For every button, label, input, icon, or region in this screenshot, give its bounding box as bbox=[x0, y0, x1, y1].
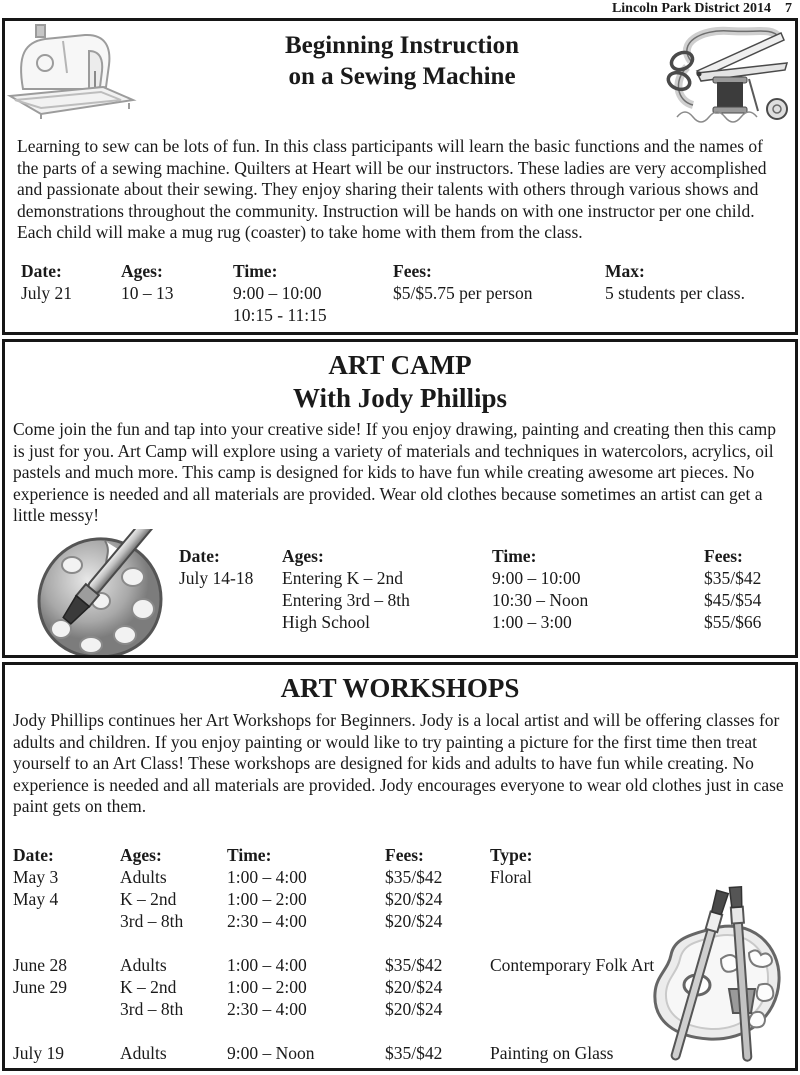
table-cell: Floral bbox=[490, 866, 532, 887]
art-workshops-section bbox=[2, 662, 798, 1071]
column-header-time: Time: bbox=[233, 260, 278, 281]
column-header-fees: Fees: bbox=[704, 545, 743, 566]
page-number: 7 bbox=[785, 1, 792, 16]
column-header-ages: Ages: bbox=[121, 260, 163, 281]
table-cell: 10:15 - 11:15 bbox=[233, 304, 327, 325]
column-header-ages: Ages: bbox=[282, 545, 324, 566]
paint-palette-brushes-icon bbox=[617, 877, 789, 1063]
table-cell: June 29 bbox=[13, 976, 67, 997]
table-cell: 3rd – 8th bbox=[120, 910, 184, 931]
sewing-machine-icon bbox=[5, 21, 141, 121]
table-cell: May 4 bbox=[13, 888, 59, 909]
fees-column bbox=[393, 260, 605, 326]
table-cell: 10:30 – Noon bbox=[492, 589, 589, 610]
table-cell: $20/$24 bbox=[385, 910, 443, 931]
table-cell: $35/$42 bbox=[385, 866, 443, 887]
table-cell: High School bbox=[282, 611, 370, 632]
table-cell: $35/$42 bbox=[385, 1042, 443, 1063]
table-cell bbox=[227, 932, 385, 954]
table-cell: June 28 bbox=[13, 954, 67, 975]
table-cell: July 14-18 bbox=[179, 567, 254, 588]
max-column bbox=[605, 260, 745, 326]
table-cell: $20/$24 bbox=[385, 976, 443, 997]
column-header-max: Max: bbox=[605, 260, 645, 281]
column-header-ages: Ages: bbox=[120, 844, 162, 865]
column-header-time: Time: bbox=[492, 545, 537, 566]
table-cell: $20/$24 bbox=[385, 888, 443, 909]
column-header-fees: Fees: bbox=[385, 844, 424, 865]
table-cell: Adults bbox=[120, 954, 167, 975]
art-camp-description: Come join the fun and tap into your creative side! If you enjoy drawing, painting and creating then this camp is just for you. Art Camp will explore using a variety of materials and techniques in watercolors, acrylics, oil pastels and much more. This camp is designed for kids to have fun while creating awesome art pieces. No experience is needed and all materials are provided. Wear old clothes because sometimes an artist can get a little messy! bbox=[13, 419, 776, 525]
table-cell bbox=[385, 932, 490, 954]
sewing-section-header bbox=[5, 21, 795, 129]
date-column bbox=[179, 545, 282, 633]
table-cell: Adults bbox=[120, 866, 167, 887]
table-cell bbox=[120, 932, 227, 954]
section-title-line2: With Jody Phillips bbox=[292, 383, 508, 413]
table-cell: K – 2nd bbox=[120, 976, 177, 997]
sewing-schedule-table bbox=[21, 260, 795, 326]
table-cell: 1:00 – 2:00 bbox=[227, 976, 307, 997]
time-column bbox=[233, 260, 393, 326]
table-cell: $35/$42 bbox=[385, 954, 443, 975]
column-header-type: Type: bbox=[490, 844, 533, 865]
table-cell: Painting on Glass bbox=[490, 1042, 614, 1063]
column-header-time: Time: bbox=[227, 844, 272, 865]
table-cell: $55/$66 bbox=[704, 611, 762, 632]
table-cell: 3rd – 8th bbox=[120, 998, 184, 1019]
table-cell: Entering K – 2nd bbox=[282, 567, 404, 588]
paint-palette-brush-icon bbox=[9, 529, 169, 659]
table-cell: Contemporary Folk Art bbox=[490, 954, 655, 975]
scissors-and-thread-icon bbox=[663, 21, 795, 129]
table-cell: May 3 bbox=[13, 866, 59, 887]
table-cell bbox=[13, 998, 120, 1020]
table-cell: $45/$54 bbox=[704, 589, 762, 610]
column-header-date: Date: bbox=[21, 260, 62, 281]
column-header-date: Date: bbox=[13, 844, 54, 865]
table-cell bbox=[13, 1020, 120, 1042]
sewing-description: Learning to sew can be lots of fun. In this class participants will learn the basic functions and the names of the parts of a sewing machine. Quilters at Heart will be our instructors. These ladies are very accomplished and passionate about their sewing. They enjoy sharing their talents with others through various shows and demonstrations throughout the community. Instruction will be hands on with one instructor per one child. Each child will make a mug rug (coaster) to take home with them from the class. bbox=[17, 136, 767, 242]
table-cell bbox=[179, 611, 282, 633]
table-cell: $35/$42 bbox=[704, 567, 762, 588]
table-cell: 1:00 – 4:00 bbox=[227, 866, 307, 887]
table-cell: 10 – 13 bbox=[121, 282, 174, 303]
fees-column bbox=[704, 545, 761, 633]
table-cell bbox=[13, 932, 120, 954]
publication-title: Lincoln Park District 2014 bbox=[611, 1, 771, 16]
section-title bbox=[5, 342, 795, 415]
table-cell: 9:00 – 10:00 bbox=[492, 567, 581, 588]
section-title-line2: on a Sewing Machine bbox=[288, 63, 516, 90]
ages-column bbox=[121, 260, 233, 326]
art-workshops-description: Jody Phillips continues her Art Workshops for Beginners. Jody is a local artist and will be offering classes for adults and children. If you enjoy painting or would like to try painting a picture for the first time then treat yourself to an Art Class! These workshops are designed for kids and adults to have fun while creating. No experience is needed and all materials are provided. Jody encourages everyone to wear old clothes just in case paint gets on them. bbox=[13, 710, 784, 816]
table-cell: $20/$24 bbox=[385, 998, 443, 1019]
sewing-class-section bbox=[2, 18, 798, 335]
ages-column bbox=[282, 545, 492, 633]
table-cell: Adults bbox=[120, 1042, 167, 1063]
column-header-fees: Fees: bbox=[393, 260, 432, 281]
art-camp-schedule-table bbox=[179, 545, 761, 633]
date-column bbox=[21, 260, 121, 326]
art-camp-section bbox=[2, 339, 798, 658]
table-cell: 1:00 – 4:00 bbox=[227, 954, 307, 975]
table-cell: 1:00 – 3:00 bbox=[492, 611, 572, 632]
table-cell bbox=[385, 1020, 490, 1042]
table-cell bbox=[120, 1020, 227, 1042]
table-cell: 9:00 – 10:00 bbox=[233, 282, 322, 303]
time-column bbox=[492, 545, 704, 633]
table-cell: K – 2nd bbox=[120, 888, 177, 909]
column-header-date: Date: bbox=[179, 545, 220, 566]
section-title bbox=[141, 21, 663, 92]
table-cell: 9:00 – Noon bbox=[227, 1042, 315, 1063]
table-cell: 5 students per class. bbox=[605, 282, 745, 303]
table-cell: July 19 bbox=[13, 1042, 65, 1063]
table-header-row bbox=[13, 844, 795, 866]
table-cell: 1:00 – 2:00 bbox=[227, 888, 307, 909]
table-cell: July 21 bbox=[21, 282, 73, 303]
table-cell bbox=[227, 1020, 385, 1042]
section-title: ART WORKSHOPS bbox=[280, 673, 520, 703]
page-header bbox=[0, 0, 800, 18]
table-cell: Entering 3rd – 8th bbox=[282, 589, 410, 610]
table-cell: 2:30 – 4:00 bbox=[227, 910, 307, 931]
section-title-line1: ART CAMP bbox=[328, 350, 472, 380]
table-cell bbox=[13, 910, 120, 932]
table-cell: 2:30 – 4:00 bbox=[227, 998, 307, 1019]
table-cell: $5/$5.75 per person bbox=[393, 282, 533, 303]
table-cell bbox=[179, 589, 282, 611]
section-title-line1: Beginning Instruction bbox=[284, 32, 520, 59]
